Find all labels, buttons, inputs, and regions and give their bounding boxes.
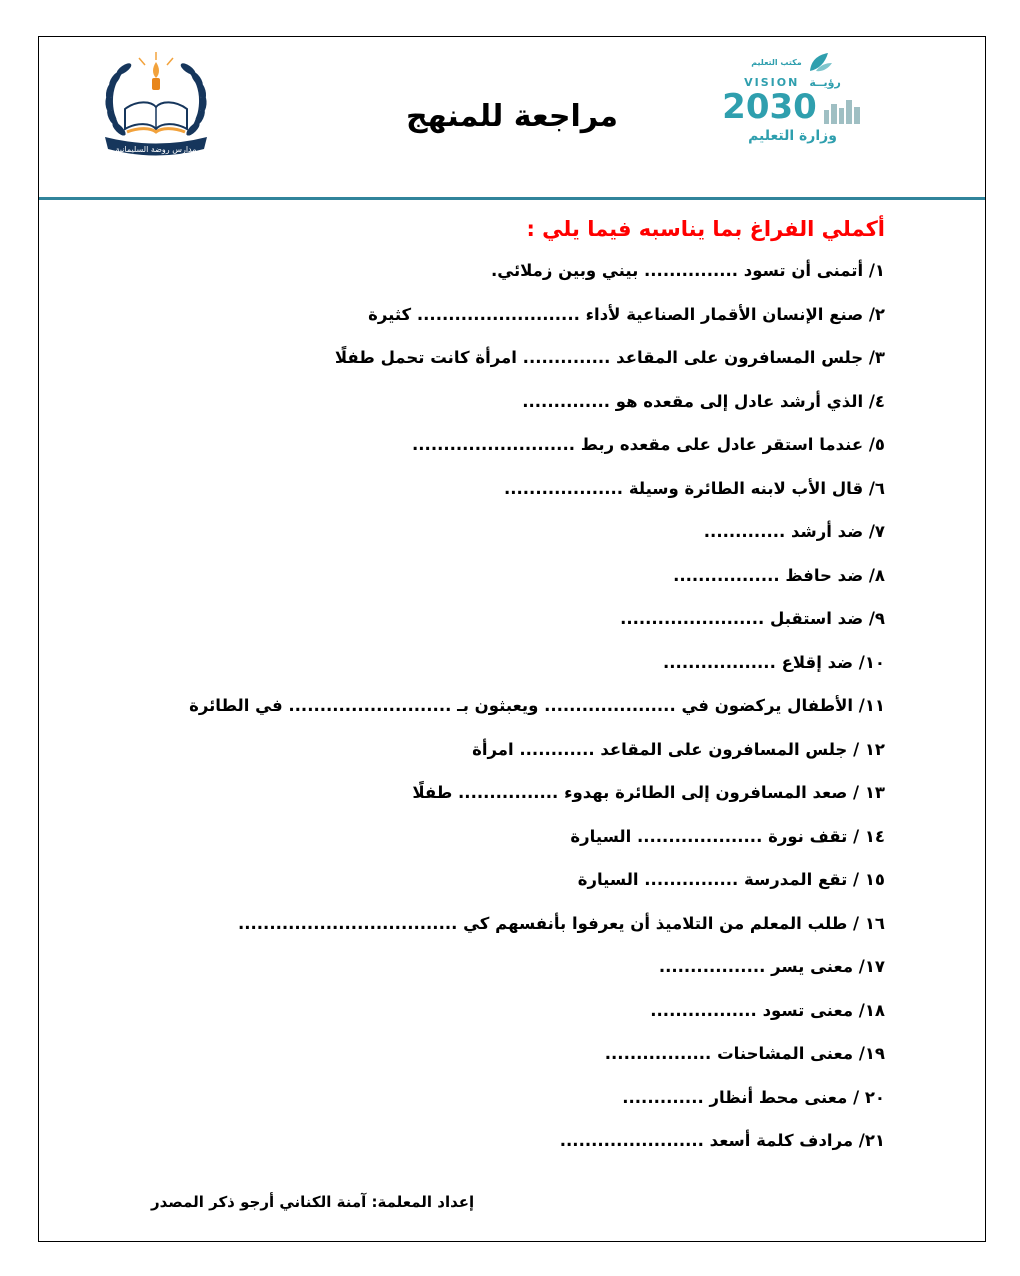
vision-ar-label: رؤيــة xyxy=(809,76,841,89)
skyline-icon xyxy=(823,98,863,124)
school-name-text: مدارس روضة السليمانية xyxy=(115,145,197,154)
vision-year-row xyxy=(700,87,885,127)
question-line: ٥/ عندما استقر عادل على مقعده ربط .......................... xyxy=(412,435,885,454)
question-line: ١٦ / طلب المعلم من التلاميذ أن يعرفوا بأنفسهم كي ................................... xyxy=(237,913,885,933)
question-line: ١٣ / صعد المسافرون إلى الطائرة بهدوء ................ طفلًا xyxy=(412,783,885,802)
header-divider xyxy=(39,197,985,200)
question-line: ٢١/ مرادف كلمة أسعد ....................... xyxy=(559,1131,885,1150)
question-line: ١٠/ ضد إقلاع .................. xyxy=(663,652,885,672)
question-line: ١٨/ معنى تسود ................. xyxy=(650,1000,885,1020)
section-heading: أكملي الفراغ بما يناسبه فيما يلي : xyxy=(526,217,885,241)
question-line: ١١/ الأطفال يركضون في ..................... ويعبثون بـ .......................... في الطائرة xyxy=(189,696,885,715)
education-office-label: مكتب التعليم xyxy=(751,57,802,67)
vision-en-label: VISION xyxy=(744,76,800,89)
question-line: ٣/ جلس المسافرون على المقاعد .............. امرأة كانت تحمل طفلًا xyxy=(334,348,885,367)
question-line: ١٧/ معنى يسر ................. xyxy=(658,957,885,976)
question-line: ١/ أتمنى أن تسود ............... بيني وبين زملائي. xyxy=(490,261,885,280)
question-line: ٧/ ضد أرشد ............. xyxy=(703,522,885,541)
page-title: مراجعة للمنهج xyxy=(405,99,618,134)
header xyxy=(39,37,985,197)
question-line: ٢/ صنع الإنسان الأقمار الصناعية لأداء .......................... كثيرة xyxy=(368,304,885,324)
question-line: ١٤ / تقف نورة .................... السيارة xyxy=(570,826,885,846)
education-office-logo xyxy=(700,51,885,73)
government-logos xyxy=(700,51,885,144)
question-line: ٢٠ / معنى محط أنظار ............. xyxy=(622,1087,885,1107)
leaf-icon xyxy=(808,51,834,73)
ministry-label: وزارة التعليم xyxy=(748,128,837,144)
question-line: ١٩/ معنى المشاحنات ................. xyxy=(604,1044,885,1063)
question-line: ٨/ ضد حافظ ................. xyxy=(673,565,885,585)
question-line: ٩/ ضد استقبل ....................... xyxy=(620,609,885,628)
question-line: ٦/ قال الأب لابنه الطائرة وسيلة ................... xyxy=(503,478,885,498)
question-line: ١٢ / جلس المسافرون على المقاعد ............ امرأة xyxy=(472,739,885,759)
question-line: ٤/ الذي أرشد عادل إلى مقعده هو .............. xyxy=(522,391,885,411)
questions-list xyxy=(79,249,885,1163)
vision-year: 2030 xyxy=(722,87,817,127)
question-line: ١٥ / تقع المدرسة ............... السيارة xyxy=(577,870,885,889)
worksheet-page xyxy=(38,36,986,1242)
worksheet-content xyxy=(79,213,885,1163)
footer-credit: إعداد المعلمة: آمنة الكناني أرجو ذكر المصدر xyxy=(151,1193,475,1211)
